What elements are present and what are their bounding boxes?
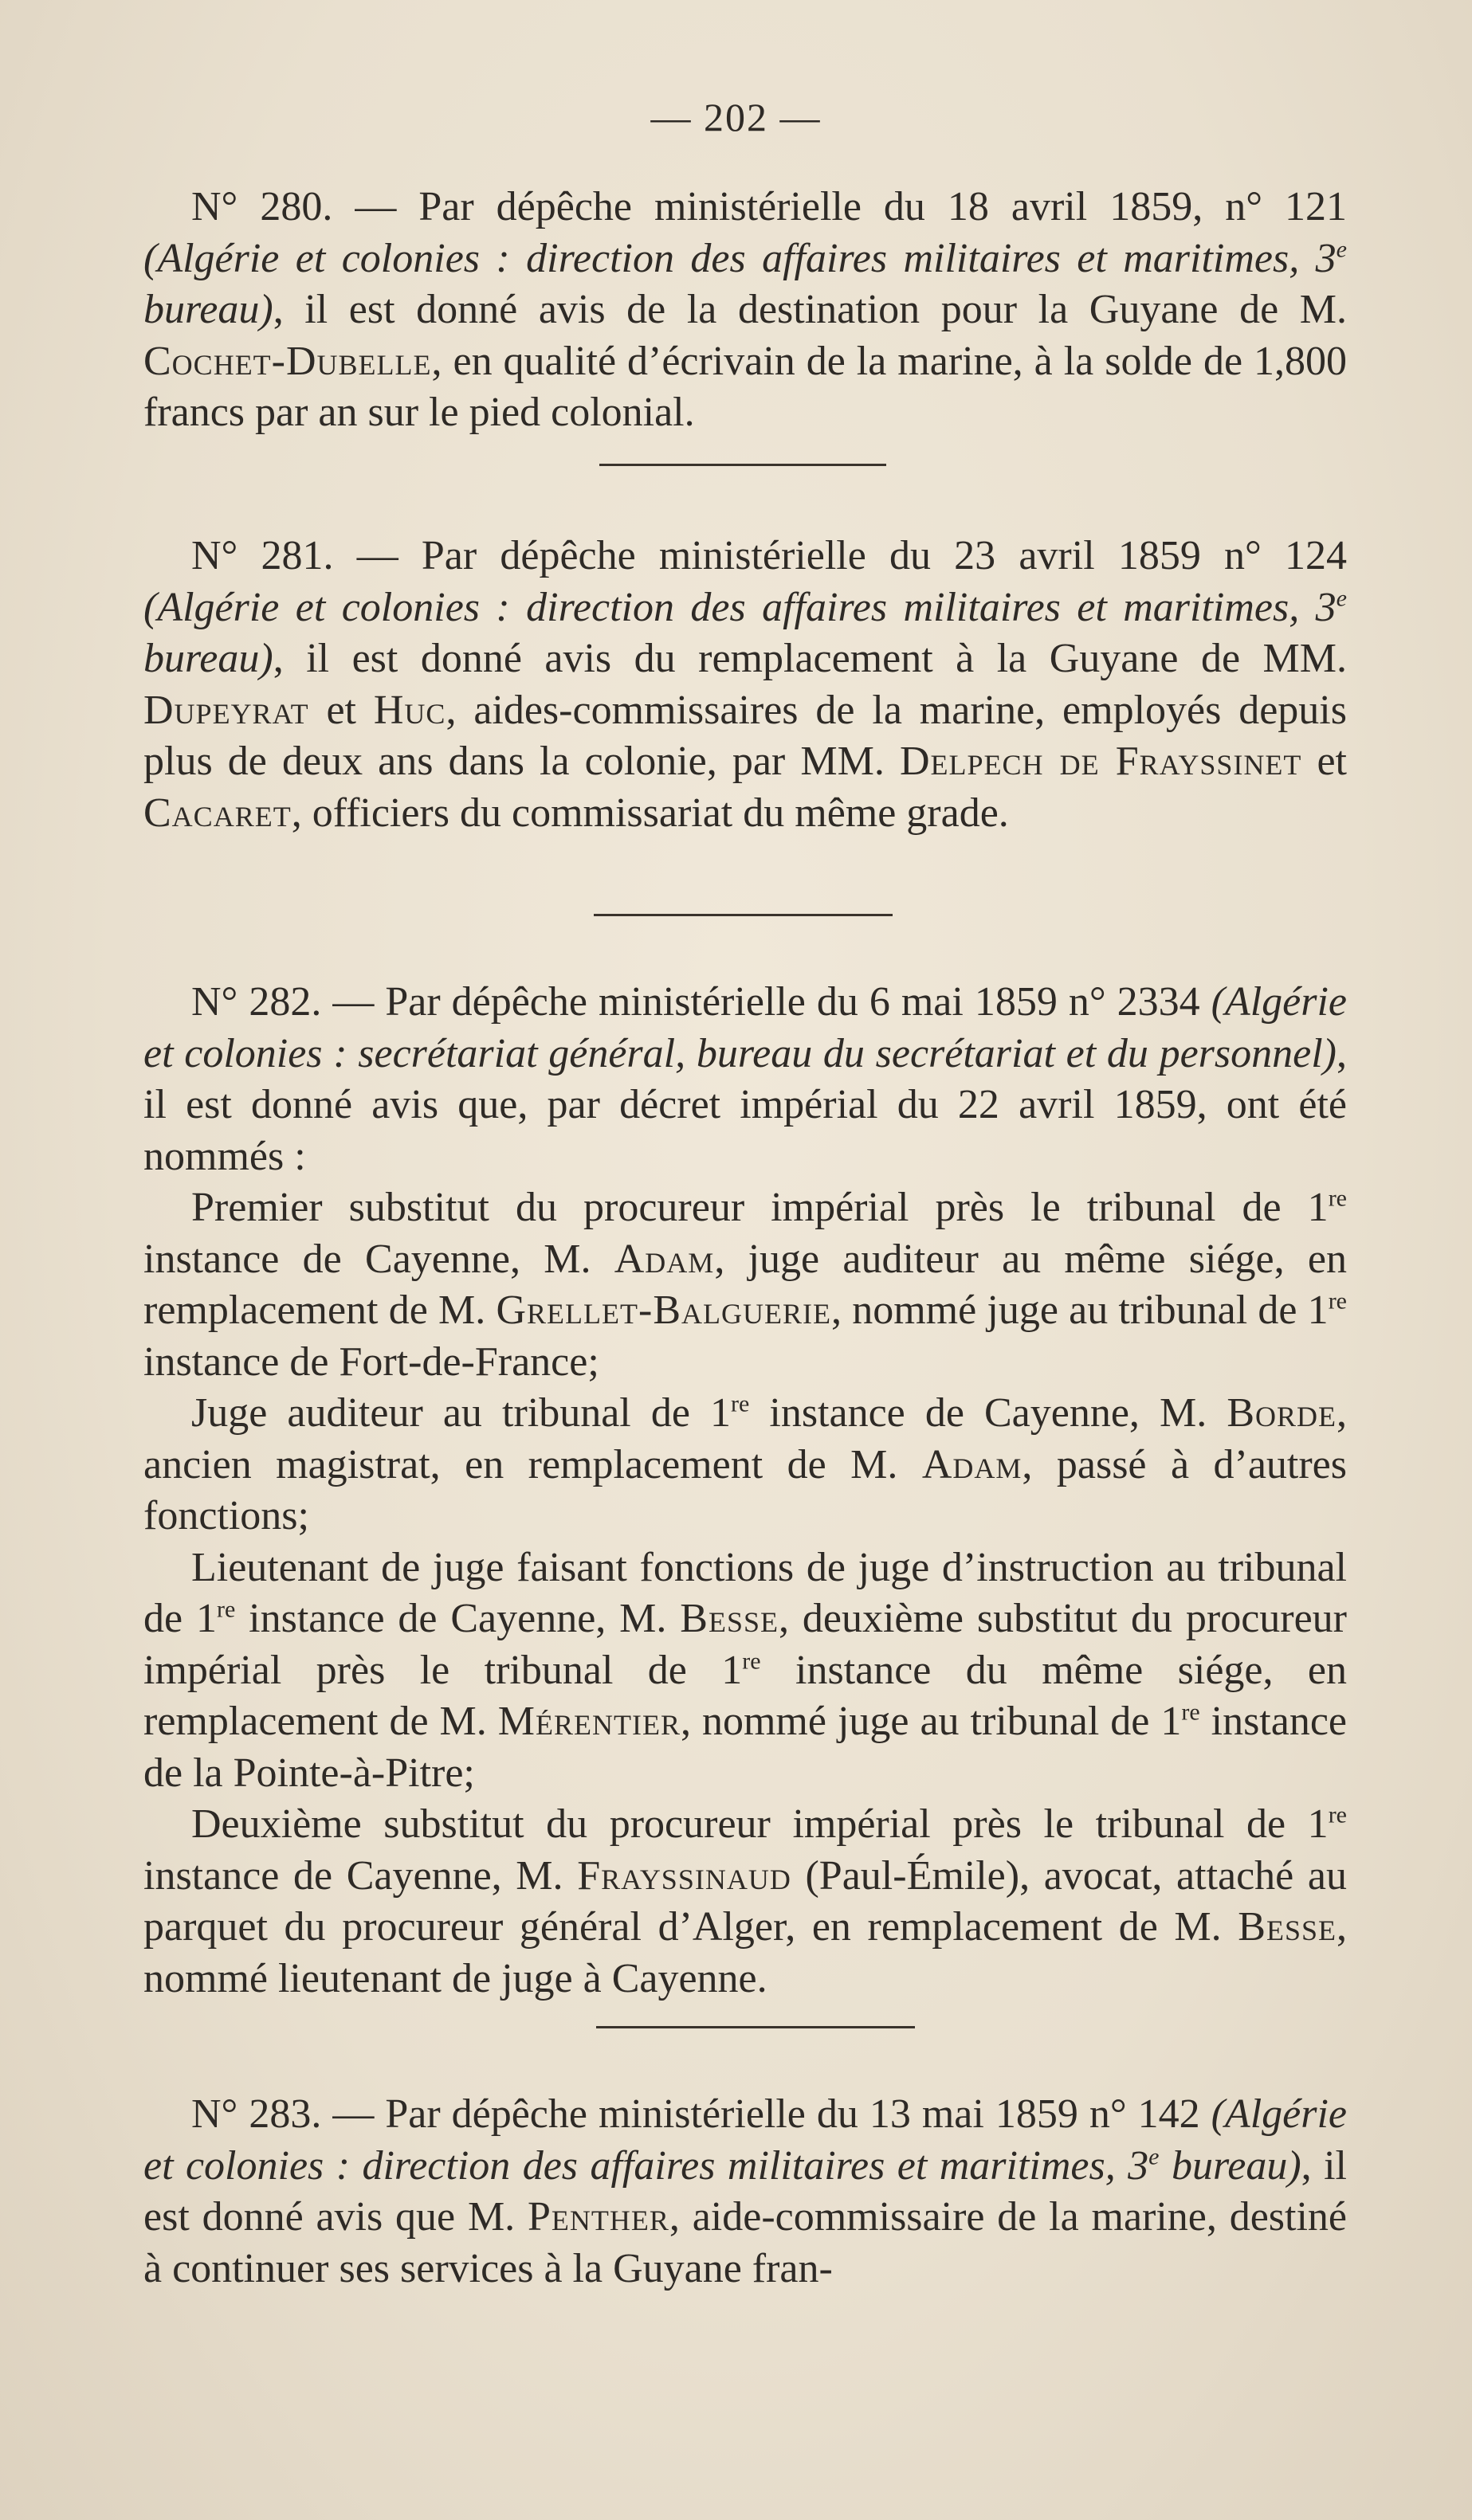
entry-reference: (Algérie et colonies : secrétariat général, bureau du secrétariat et du personnel) xyxy=(143,979,1347,1076)
entry-number: N° 280. xyxy=(191,184,333,229)
person-name: Grellet-Balguerie xyxy=(496,1287,831,1333)
separator-rule xyxy=(599,464,886,466)
person-name: Dupeyrat xyxy=(143,687,309,733)
entry-281 xyxy=(143,531,1347,839)
appointment-item: Juge auditeur au tribunal de 1re instance de Cayenne, M. Borde, ancien magistrat, en remplacement de M. Adam, passé à d’autres fonctions; xyxy=(143,1390,1347,1538)
entry-282-text: N° 282. — Par dépêche ministérielle du 6 mai 1859 n° 2334 (Algérie et colonies : secrétariat général, bureau du secrétariat et du personnel), il est donné avis que, par décret impérial du 22 avril 1859, ont été nommés : xyxy=(143,979,1347,1179)
person-name: Adam xyxy=(614,1236,715,1282)
page-number: — 202 — xyxy=(650,95,822,139)
entry-282 xyxy=(143,977,1347,2005)
separator-rule xyxy=(594,914,893,916)
entry-280 xyxy=(143,182,1347,439)
appointment-item: Lieutenant de juge faisant fonctions de juge d’instruction au tribunal de 1re instance de Cayenne, M. Besse, deuxième substitut du procureur impérial près le tribunal de 1re instance du même siége, en remplacement de M. Mérentier, nommé juge au tribunal de 1re instance de la Pointe-à-Pitre; xyxy=(143,1544,1347,1796)
person-name: Delpech de Frayssinet xyxy=(899,739,1302,784)
entry-number: N° 283. xyxy=(191,2091,322,2137)
person-name: Mérentier xyxy=(497,1699,681,1744)
entry-number: N° 281. xyxy=(191,533,334,578)
person-name: Penther xyxy=(528,2194,669,2240)
entry-281-text: N° 281. — Par dépêche ministérielle du 23 avril 1859 n° 124 (Algérie et colonies : direction des affaires militaires et maritimes, 3e bureau), il est donné avis du remplacement à la Guyane de MM. Dupeyrat et Huc, aides-commissaires de la marine, employés depuis plus de deux ans dans la colonie, par MM. Delpech de Frayssinet et Cacaret, officiers du commissariat du même grade. xyxy=(143,533,1347,836)
entry-number: N° 282. xyxy=(191,979,322,1025)
appointment-item: Premier substitut du procureur impérial près le tribunal de 1re instance de Cayenne, M. Adam, juge auditeur au même siége, en remplacement de M. Grellet-Balguerie, nommé juge au tribunal de 1re instance de Fort-de-France; xyxy=(143,1185,1347,1385)
person-name: Cochet-Dubelle xyxy=(143,338,432,384)
separator-rule xyxy=(596,2026,915,2028)
entry-283 xyxy=(143,2089,1347,2295)
entry-reference: (Algérie et colonies : direction des affaires militaires et maritimes, 3e bureau) xyxy=(143,2091,1347,2189)
person-name: Borde xyxy=(1227,1390,1337,1436)
appointment-item: Deuxième substitut du procureur impérial près le tribunal de 1re instance de Cayenne, M. Frayssinaud (Paul-Émile), avocat, attaché au parquet du procureur général d’Alger, en remplacement de M. Besse, nommé lieutenant de juge à Cayenne. xyxy=(143,1801,1347,2001)
person-name: Cacaret xyxy=(143,790,292,836)
person-name: Besse xyxy=(680,1596,779,1641)
person-name: Frayssinaud xyxy=(577,1852,791,1899)
entry-reference: (Algérie et colonies : direction des affaires militaires et maritimes, 3e bureau) xyxy=(143,235,1347,332)
person-name: Huc xyxy=(373,687,446,733)
person-name: Besse xyxy=(1238,1904,1337,1950)
entry-283-text: N° 283. — Par dépêche ministérielle du 13 mai 1859 n° 142 (Algérie et colonies : direction des affaires militaires et maritimes, 3e bureau), il est donné avis que M. Penther, aide-commissaire de la marine, destiné à continuer ses services à la Guyane fran- xyxy=(143,2091,1347,2291)
entry-reference: (Algérie et colonies : direction des affaires militaires et maritimes, 3e bureau) xyxy=(143,584,1347,681)
entry-280-text: N° 280. — Par dépêche ministérielle du 18 avril 1859, n° 121 (Algérie et colonies : direction des affaires militaires et maritimes, 3e bureau), il est donné avis de la destination pour la Guyane de M. Cochet-Dubelle, en qualité d’écrivain de la marine, à la solde de 1,800 francs par an sur le pied colonial. xyxy=(143,184,1347,435)
person-name: Adam xyxy=(921,1441,1023,1487)
